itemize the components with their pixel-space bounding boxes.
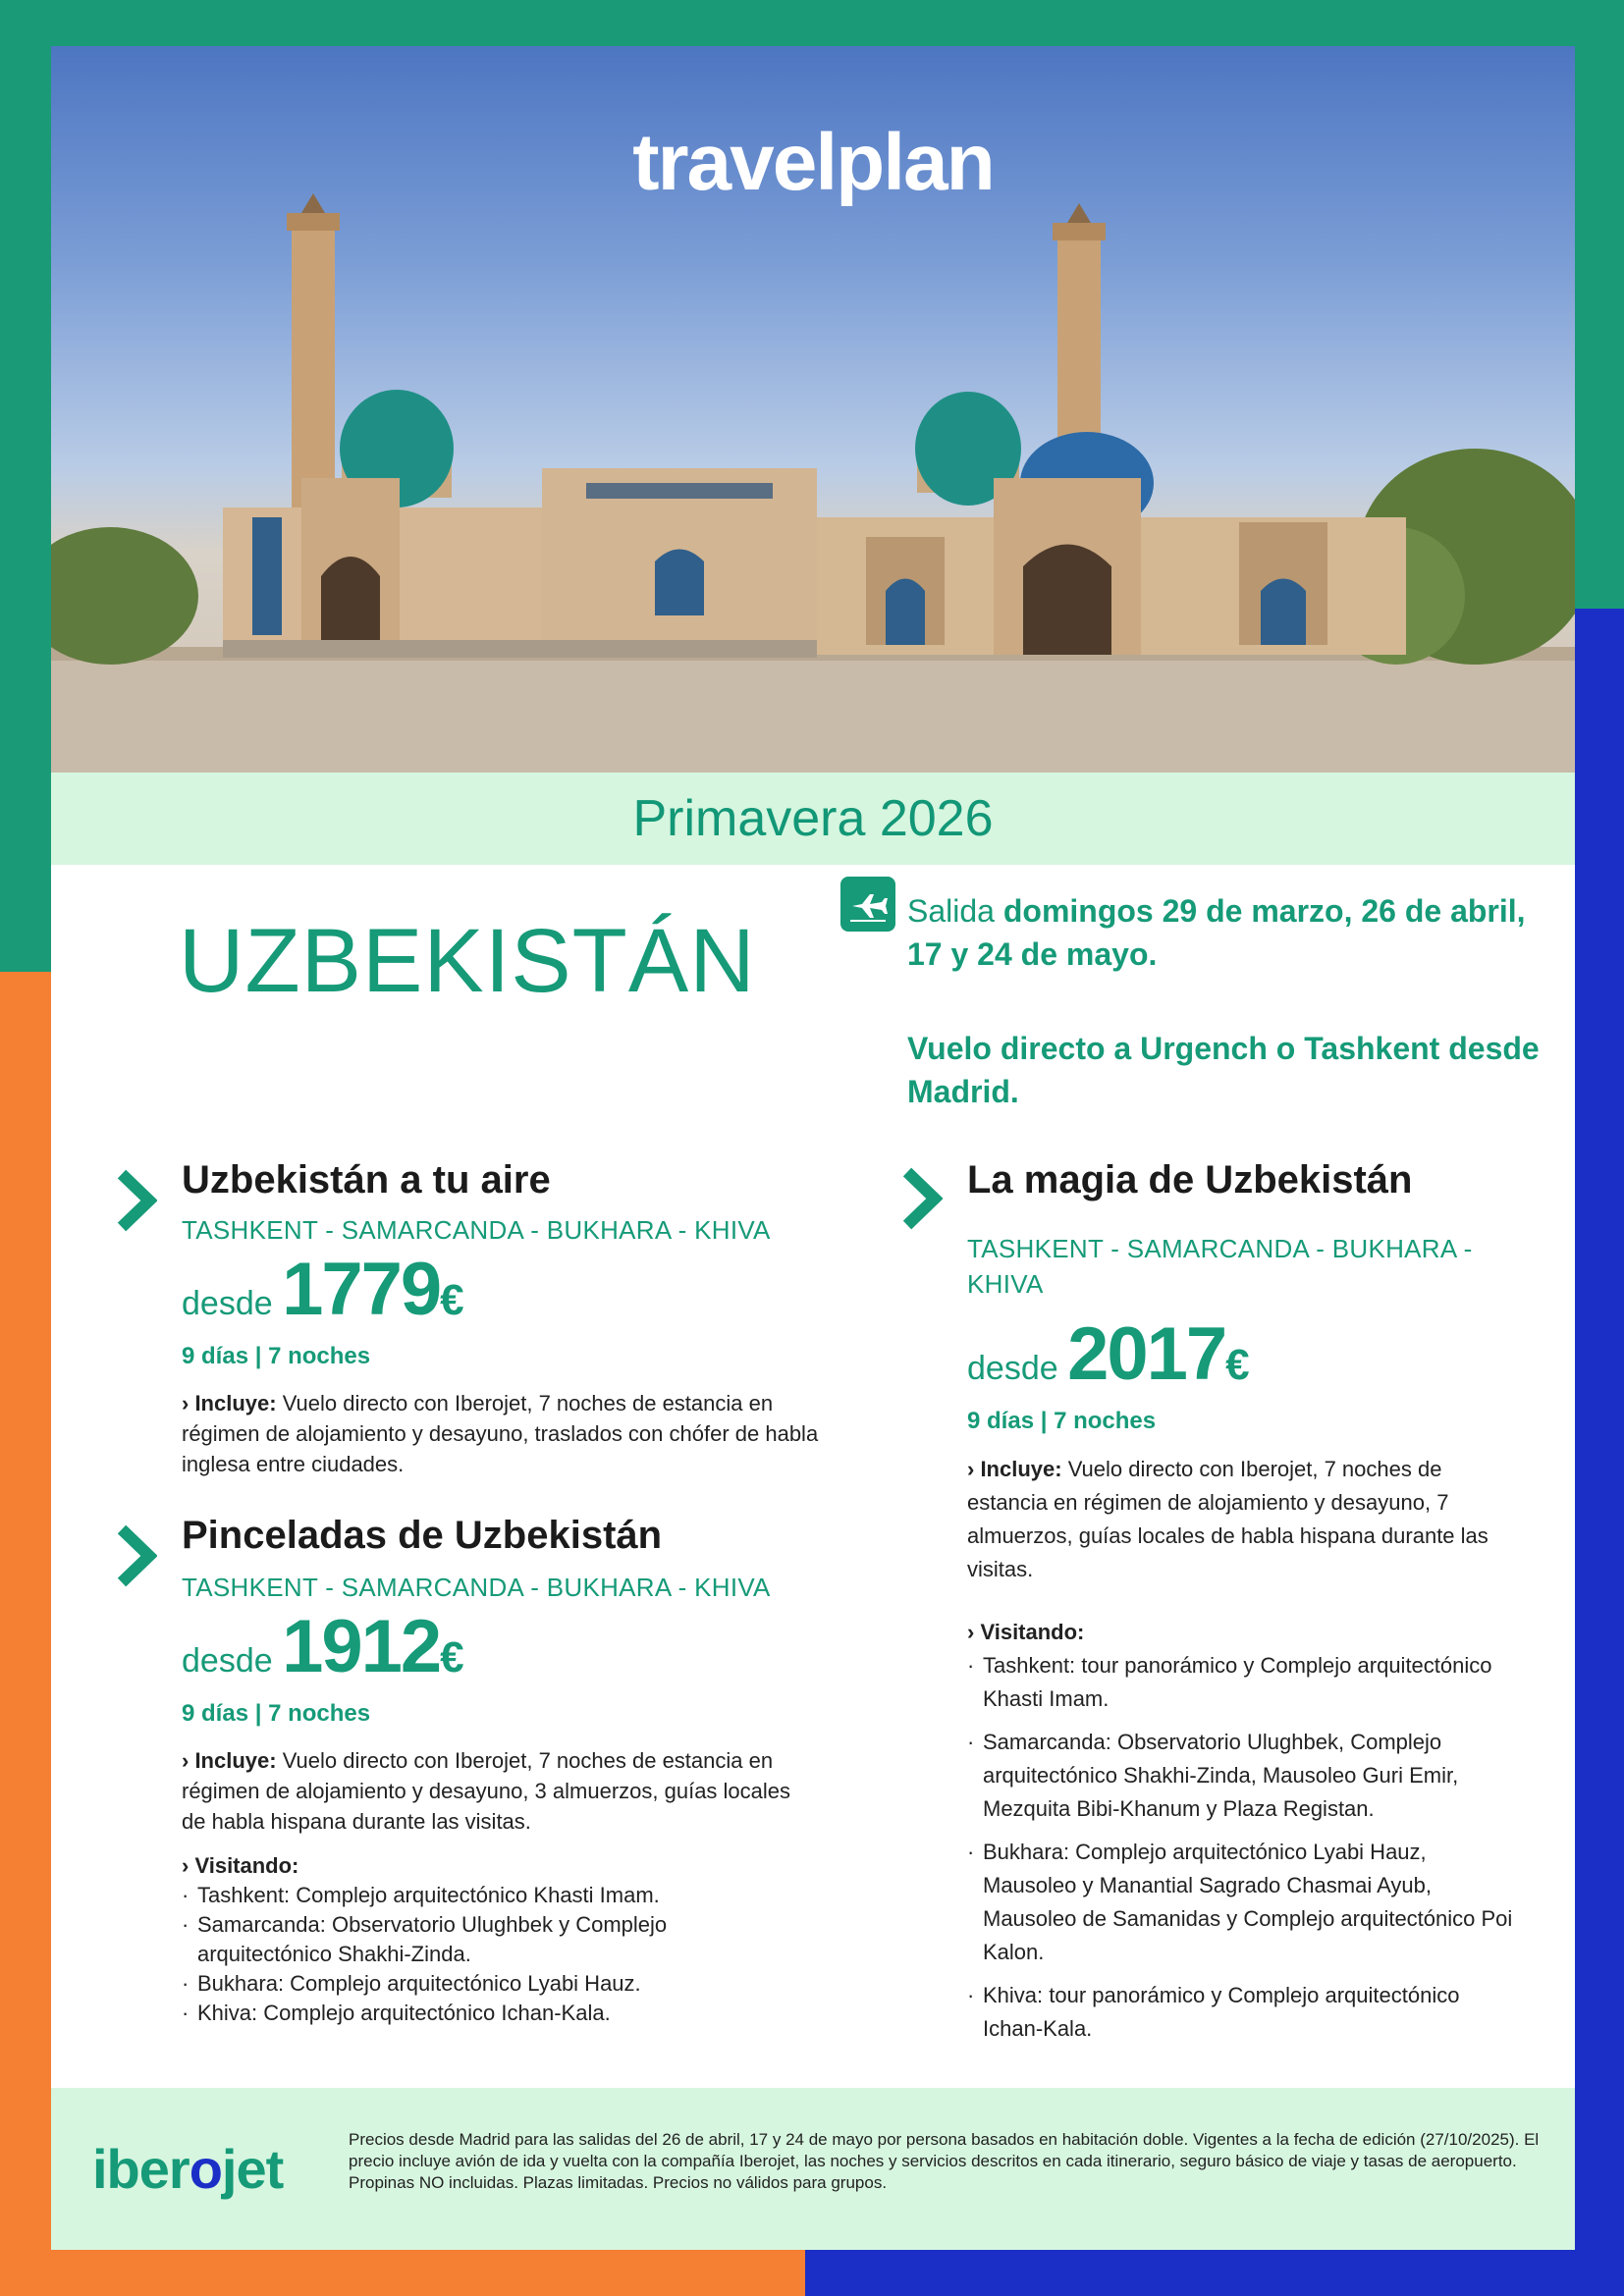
includes-label: › Incluye:	[182, 1391, 277, 1415]
frame-blue-right	[1573, 609, 1624, 2296]
list-item: · Samarcanda: Observatorio Ulughbek y Complejo arquitectónico Shakhi-Zinda.	[182, 1910, 790, 1969]
price-amount: 2017	[1067, 1312, 1226, 1396]
includes-label: › Incluye:	[967, 1457, 1062, 1481]
departure-dates-value: domingos 29 de marzo, 26 de abril, 17 y 24 de mayo.	[907, 893, 1526, 972]
includes-text: Vuelo directo con Iberojet, 7 noches de estancia en régimen de alojamiento y desayuno, traslados con chófer de habla inglesa entre ciudades.	[182, 1391, 819, 1476]
price-desde: desde	[967, 1350, 1068, 1387]
legal-disclaimer: Precios desde Madrid para las salidas del 26 de abril, 17 y 24 de mayo por persona basados en habitación doble. Vigentes a la fecha de edición (27/10/2025). El precio incluye avión de ida y vuelta con la compañía Iberojet, las noches y servicios descritos en cada itinerario, seguro básico de viaje y tasas de aeropuerto. Propinas NO incluidas. Plazas limitadas. Precios no válidos para grupos.	[349, 2130, 1540, 2192]
visiting-list	[182, 1881, 790, 2028]
travelplan-logo: travelplan	[632, 118, 994, 207]
list-item: · Bukhara: Complejo arquitectónico Lyabi Hauz.	[182, 1969, 790, 1999]
price-amount: 1779	[282, 1248, 441, 1331]
departure-flight: Vuelo directo a Urgench o Tashkent desde Madrid.	[907, 1031, 1540, 1109]
price-currency: €	[440, 1633, 464, 1682]
season-banner: Primavera 2026	[51, 773, 1575, 865]
package-route: TASHKENT - SAMARCANDA - BUKHARA - KHIVA	[182, 1215, 771, 1245]
package-duration: 9 días | 7 noches	[182, 1343, 371, 1369]
chevron-right-icon	[114, 1523, 157, 1588]
package-price	[182, 1247, 464, 1332]
package-title: Uzbekistán a tu aire	[182, 1158, 551, 1201]
price-currency: €	[440, 1276, 464, 1324]
visiting-label: › Visitando:	[967, 1620, 1085, 1644]
frame-blue-bottom	[805, 2250, 1624, 2296]
chevron-right-icon	[899, 1166, 943, 1231]
list-item: · Bukhara: Complejo arquitectónico Lyabi Hauz, Mausoleo y Manantial Sagrado Chasmai Ayub, Mausoleo de Samanidas y Complejo arquitectónico Poi Kalon.	[967, 1836, 1517, 1969]
list-item: · Samarcanda: Observatorio Ulughbek, Complejo arquitectónico Shakhi-Zinda, Mausoleo Guri Emir, Mezquita Bibi-Khanum y Plaza Registan.	[967, 1726, 1517, 1826]
visiting-label: › Visitando:	[182, 1853, 299, 1878]
includes-text: Vuelo directo con Iberojet, 7 noches de estancia en régimen de alojamiento y desayuno, 7 almuerzos, guías locales de habla hispana durante las visitas.	[967, 1457, 1489, 1581]
list-item: · Tashkent: Complejo arquitectónico Khasti Imam.	[182, 1881, 790, 1910]
package-route: TASHKENT - SAMARCANDA - BUKHARA - KHIVA	[182, 1573, 771, 1602]
package-title: La magia de Uzbekistán	[967, 1158, 1413, 1201]
logo-text-right: jet	[221, 2138, 284, 2200]
price-currency: €	[1225, 1341, 1250, 1389]
departure-prefix: Salida	[907, 893, 1003, 929]
includes-text: Vuelo directo con Iberojet, 7 noches de estancia en régimen de alojamiento y desayuno, 3 almuerzos, guías locales de habla hispana durante las visitas.	[182, 1748, 791, 1834]
logo-text-dot: o	[189, 2138, 222, 2200]
list-item: · Khiva: tour panorámico y Complejo arquitectónico Ichan-Kala.	[967, 1979, 1517, 2046]
chevron-right-icon	[114, 1168, 157, 1233]
list-item: · Khiva: Complejo arquitectónico Ichan-Kala.	[182, 1999, 790, 2028]
package-duration: 9 días | 7 noches	[967, 1408, 1157, 1434]
package-includes	[182, 1388, 820, 1479]
frame-orange-bottom	[0, 2250, 805, 2296]
iberojet-logo	[92, 2137, 283, 2201]
footer	[51, 2088, 1575, 2250]
departure-dates	[907, 889, 1545, 976]
list-item: · Tashkent: tour panorámico y Complejo arquitectónico Khasti Imam.	[967, 1649, 1517, 1716]
package-title: Pinceladas de Uzbekistán	[182, 1514, 663, 1557]
package-includes	[182, 1745, 820, 1837]
package-route: TASHKENT - SAMARCANDA - BUKHARA - KHIVA	[967, 1234, 1473, 1299]
plane-icon	[840, 877, 895, 932]
price-amount: 1912	[282, 1605, 441, 1688]
price-desde: desde	[182, 1285, 283, 1322]
package-includes	[967, 1453, 1517, 1586]
package-price	[967, 1311, 1250, 1397]
includes-label: › Incluye:	[182, 1748, 277, 1773]
package-price	[182, 1604, 464, 1689]
price-desde: desde	[182, 1642, 283, 1680]
logo-text-left: iber	[92, 2138, 189, 2200]
package-duration: 9 días | 7 noches	[182, 1700, 371, 1727]
hero-photo	[51, 46, 1575, 773]
visiting-list	[967, 1649, 1517, 2046]
destination-title: UZBEKISTÁN	[179, 911, 756, 1011]
